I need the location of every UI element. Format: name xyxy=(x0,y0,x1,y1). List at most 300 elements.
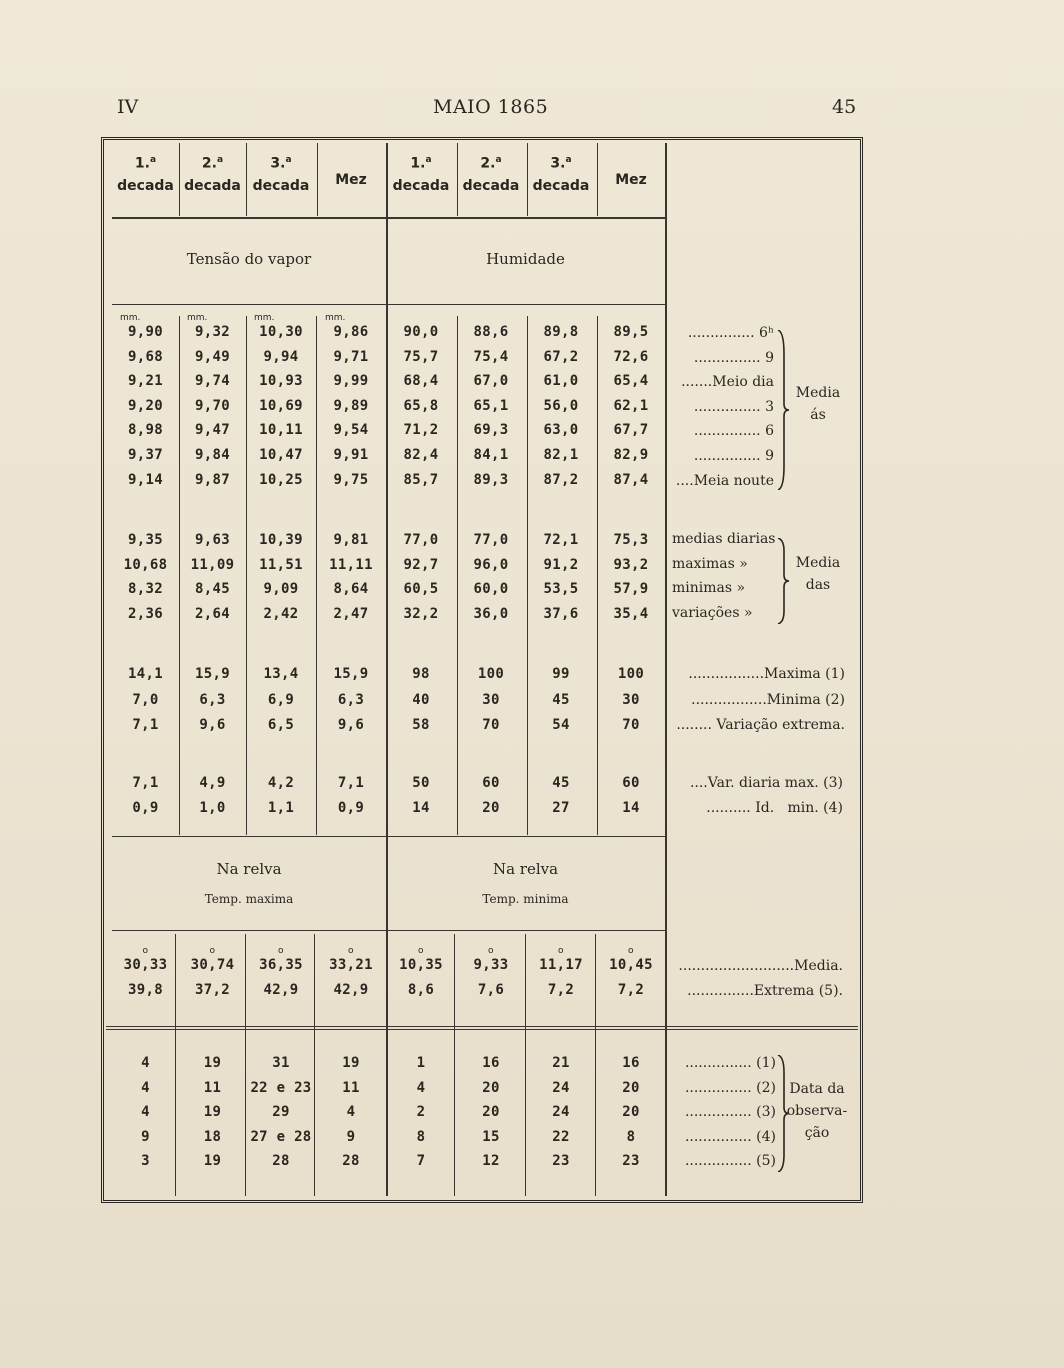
table-cell: 4 xyxy=(141,1104,150,1120)
table-cell: 50 xyxy=(412,775,430,791)
table-cell: 9,99 xyxy=(333,373,369,390)
section-subtitle-temp-maxima: Temp. maxima xyxy=(204,892,294,906)
row-label-text: 9 xyxy=(765,349,774,366)
side-label-media-das: Media das xyxy=(795,555,841,593)
table-cell: 71,2 xyxy=(403,422,439,439)
page-header xyxy=(0,96,1064,126)
table-cell: 82,4 xyxy=(403,447,439,463)
dot-leader: ............... xyxy=(684,1128,757,1145)
table-cell: 9,37 xyxy=(128,447,163,463)
ordinal-number: 3. xyxy=(550,155,566,172)
table-cell: 87,4 xyxy=(613,471,649,488)
table-cell: 1,1 xyxy=(267,800,295,816)
table-cell: 6,9 xyxy=(267,691,295,708)
table-cell: 88,6 xyxy=(473,324,509,340)
table-cell: 85,7 xyxy=(403,471,439,488)
section-subtitle-temp-minima: Temp. minima xyxy=(482,892,569,906)
unit-label: mm. xyxy=(254,313,275,323)
table-cell: 9,14 xyxy=(128,471,163,488)
table-cell: 37,6 xyxy=(543,605,579,622)
degree-mark: o xyxy=(209,946,216,956)
table-cell: 54 xyxy=(552,717,570,733)
row-label-text: Variação extrema. xyxy=(716,717,845,733)
table-cell: 22 e 23 xyxy=(250,1079,312,1096)
column-header xyxy=(179,150,246,196)
degree-mark: o xyxy=(142,946,149,956)
table-cell: 24 xyxy=(552,1079,570,1096)
table-cell: 9,90 xyxy=(128,324,163,340)
table-cell: 16 xyxy=(482,1055,500,1071)
table-cell: 36,35 xyxy=(259,957,303,973)
table-cell: 60 xyxy=(482,775,500,791)
table-cell: 28 xyxy=(272,1153,290,1169)
row-divider xyxy=(112,217,665,219)
table-cell: 18 xyxy=(203,1128,222,1145)
table-cell: 11,09 xyxy=(190,556,235,573)
row-label-text: Minima (2) xyxy=(766,691,845,708)
table-cell: 11,11 xyxy=(329,556,373,573)
table-cell: 31 xyxy=(272,1055,290,1071)
table-cell: 15,9 xyxy=(195,666,230,682)
table-cell: 9,81 xyxy=(333,532,369,548)
table-cell: 19 xyxy=(203,1153,222,1169)
column-header-word: decada xyxy=(392,177,450,194)
table-cell: 98 xyxy=(412,666,430,682)
row-label xyxy=(669,325,774,341)
table-cell: 10,45 xyxy=(609,957,653,973)
row-label xyxy=(669,1129,776,1145)
row-label: variações » xyxy=(672,604,753,621)
table-cell: 9,75 xyxy=(333,471,369,488)
degree-mark: o xyxy=(558,946,564,956)
row-label-text: (1) xyxy=(756,1055,776,1071)
ordinal-suffix: a xyxy=(216,155,224,165)
table-cell: 4 xyxy=(141,1055,150,1071)
row-label-text: Maxima (1) xyxy=(764,666,845,682)
table-cell: 27 e 28 xyxy=(250,1128,312,1145)
row-label-text: (3) xyxy=(756,1104,776,1120)
table-cell: 72,6 xyxy=(613,348,649,365)
column-header-word: decada xyxy=(184,177,241,194)
row-label xyxy=(669,717,845,733)
row-label xyxy=(669,1153,776,1169)
table-cell: 30,33 xyxy=(123,957,168,973)
table-cell: 15 xyxy=(482,1128,500,1145)
ordinal-suffix: a xyxy=(149,155,157,165)
dot-leader: ............... xyxy=(693,448,766,464)
table-cell: 1,0 xyxy=(199,800,226,816)
table-cell: 42,9 xyxy=(263,982,299,998)
table-cell: 11 xyxy=(203,1079,222,1096)
ordinal-number: 2. xyxy=(201,155,217,172)
table-cell: 7 xyxy=(416,1153,426,1169)
table-cell: 77,0 xyxy=(473,532,509,548)
column-header-ordinal xyxy=(526,150,596,174)
ordinal-suffix: a xyxy=(425,155,432,165)
table-cell: 53,5 xyxy=(543,581,579,597)
table-cell: 7,1 xyxy=(132,717,159,733)
data-table xyxy=(101,137,863,1203)
table-cell: 90,0 xyxy=(403,324,439,340)
row-label-text: Meio dia xyxy=(712,374,774,391)
row-label xyxy=(669,374,774,390)
dot-leader: ............... xyxy=(684,1055,757,1071)
table-cell: 9,70 xyxy=(195,397,230,414)
degree-mark: o xyxy=(278,946,284,956)
table-cell: 63,0 xyxy=(543,422,579,439)
table-cell: 92,7 xyxy=(403,556,439,573)
table-cell: 4 xyxy=(416,1079,426,1096)
row-label xyxy=(669,1104,776,1120)
table-cell: 40 xyxy=(412,691,430,708)
row-divider xyxy=(112,930,665,931)
ordinal-suffix: a xyxy=(565,155,572,165)
table-cell: 10,68 xyxy=(123,556,168,573)
table-cell: 27 xyxy=(552,800,570,816)
table-cell: 99 xyxy=(552,666,570,682)
ordinal-number: 1. xyxy=(410,155,426,172)
row-label xyxy=(669,350,774,366)
brace-icon xyxy=(776,538,790,624)
row-divider xyxy=(112,304,665,305)
table-cell: 89,5 xyxy=(613,324,649,340)
table-cell: 9,74 xyxy=(195,373,230,390)
table-cell: 58 xyxy=(412,717,430,733)
table-cell: 8 xyxy=(416,1128,426,1145)
row-label xyxy=(669,1055,776,1071)
row-label-text: (5) xyxy=(756,1153,776,1169)
table-cell: 89,8 xyxy=(543,324,579,340)
row-label-text: (2) xyxy=(756,1079,776,1096)
table-cell: 23 xyxy=(552,1153,570,1169)
table-cell: 84,1 xyxy=(473,447,509,463)
ordinal-number: 1. xyxy=(134,155,150,172)
ordinal-suffix: a xyxy=(285,155,292,165)
table-cell: 45 xyxy=(552,775,570,791)
table-cell: 20 xyxy=(482,1079,500,1096)
row-label-text: Id. min. (4) xyxy=(755,800,843,816)
table-cell: 22 xyxy=(552,1128,570,1145)
row-label: maximas » xyxy=(672,555,748,572)
row-label xyxy=(669,448,774,464)
table-cell: 9 xyxy=(346,1128,356,1145)
table-cell: 37,2 xyxy=(195,982,230,998)
table-cell: 9,63 xyxy=(195,532,230,548)
table-cell: 9,6 xyxy=(199,717,226,733)
table-cell: 13,4 xyxy=(263,666,299,682)
dot-leader: ................. xyxy=(691,691,767,708)
page-section-number: IV xyxy=(117,96,139,118)
table-cell: 19 xyxy=(203,1055,222,1071)
degree-mark: o xyxy=(348,946,354,956)
table-cell: 65,4 xyxy=(613,373,649,390)
table-cell: 67,7 xyxy=(613,422,649,439)
brace-icon xyxy=(776,330,790,490)
table-cell: 82,1 xyxy=(543,447,579,463)
row-label-text: Var. diaria max. (3) xyxy=(707,775,843,791)
table-cell: 75,3 xyxy=(613,532,649,548)
table-cell: 10,93 xyxy=(259,373,303,390)
row-label-text: Meia noute xyxy=(693,472,774,489)
ordinal-number: 2. xyxy=(480,155,496,172)
table-cell: 23 xyxy=(622,1153,640,1169)
row-label xyxy=(669,666,845,682)
table-cell: 10,30 xyxy=(259,324,303,340)
table-cell: 9,89 xyxy=(333,397,369,414)
unit-label: mm. xyxy=(187,313,208,323)
dot-leader: .... xyxy=(675,472,694,489)
table-cell: 100 xyxy=(477,666,505,682)
section-title-relva-min: Na relva xyxy=(492,860,559,878)
table-cell: 70 xyxy=(482,717,500,733)
table-cell: 9,86 xyxy=(333,324,369,340)
table-cell: 91,2 xyxy=(543,556,579,573)
table-cell: 9,68 xyxy=(128,348,163,365)
column-header-word: decada xyxy=(462,177,520,194)
table-cell: 67,0 xyxy=(473,373,509,390)
table-cell: 9,09 xyxy=(263,581,299,597)
dot-leader: ........ xyxy=(676,717,717,733)
dot-leader: .... xyxy=(689,775,708,791)
side-label-media-as: Media ás xyxy=(795,385,841,423)
section-title-humidade: Humidade xyxy=(486,250,565,268)
column-header xyxy=(596,170,666,190)
column-header-ordinal xyxy=(112,150,179,174)
column-header xyxy=(456,150,526,196)
table-cell: 9,71 xyxy=(333,348,369,365)
table-cell: 72,1 xyxy=(543,532,579,548)
column-header-word: decada xyxy=(117,177,174,194)
dot-leader: ............... xyxy=(684,1104,757,1120)
table-cell: 9,91 xyxy=(333,447,369,463)
table-cell: 10,35 xyxy=(399,957,443,973)
table-cell: 10,69 xyxy=(259,397,303,414)
table-cell: 9,54 xyxy=(333,422,369,439)
column-divider xyxy=(597,316,598,835)
table-cell: 7,2 xyxy=(617,982,645,998)
table-cell: 0,9 xyxy=(132,800,159,816)
row-label xyxy=(669,983,843,999)
row-label-text: 3 xyxy=(765,398,774,415)
page-title: MAIO 1865 xyxy=(433,96,549,118)
table-cell: 9,94 xyxy=(263,348,299,365)
dot-leader: ............... xyxy=(684,1153,757,1169)
column-header-word: decada xyxy=(532,177,590,194)
column-header xyxy=(526,150,596,196)
table-cell: 8,6 xyxy=(407,982,435,998)
page-number: 45 xyxy=(832,96,857,118)
table-cell: 4 xyxy=(141,1079,150,1096)
column-divider xyxy=(246,316,247,835)
table-cell: 35,4 xyxy=(613,605,649,622)
table-cell: 16 xyxy=(622,1055,640,1071)
table-cell: 75,4 xyxy=(473,348,509,365)
table-cell: 12 xyxy=(482,1153,500,1169)
column-header-ordinal xyxy=(386,150,456,174)
dot-leader: ............... xyxy=(693,423,766,440)
table-cell: 62,1 xyxy=(613,397,649,414)
table-cell: 2,42 xyxy=(263,605,299,622)
table-cell: 19 xyxy=(342,1055,360,1071)
row-label-text: (4) xyxy=(756,1128,776,1145)
table-cell: 100 xyxy=(617,666,645,682)
table-cell: 93,2 xyxy=(613,556,649,573)
degree-mark: o xyxy=(628,946,634,956)
column-header xyxy=(246,150,316,196)
table-cell: 9,49 xyxy=(195,348,230,365)
table-cell: 9,20 xyxy=(128,397,163,414)
table-cell: 9,87 xyxy=(195,471,230,488)
table-cell: 9,32 xyxy=(195,324,230,340)
table-cell: 60,0 xyxy=(473,581,509,597)
row-label: medias diarias xyxy=(672,531,776,547)
row-divider xyxy=(112,836,665,837)
degree-mark: o xyxy=(418,946,424,956)
table-cell: 9,21 xyxy=(128,373,163,390)
table-cell: 30,74 xyxy=(190,957,235,973)
table-cell: 20 xyxy=(622,1104,640,1120)
table-cell: 39,8 xyxy=(128,982,163,998)
unit-label: mm. xyxy=(120,313,141,323)
table-cell: 10,47 xyxy=(259,447,303,463)
table-cell: 42,9 xyxy=(333,982,369,998)
table-cell: 19 xyxy=(203,1104,222,1120)
table-cell: 60 xyxy=(622,775,640,791)
table-cell: 30 xyxy=(482,691,500,708)
row-label-text: Extrema (5). xyxy=(753,983,843,999)
row-label xyxy=(669,800,843,816)
table-cell: 10,25 xyxy=(259,471,303,488)
row-label xyxy=(669,775,843,791)
table-cell: 8,98 xyxy=(128,422,163,439)
table-cell: 14 xyxy=(412,800,430,816)
table-cell: 11,51 xyxy=(259,556,303,573)
table-cell: 20 xyxy=(622,1079,640,1096)
table-cell: 21 xyxy=(552,1055,570,1071)
row-label-text: 6ʰ xyxy=(759,325,774,341)
table-cell: 4,9 xyxy=(199,775,226,791)
table-cell: 2 xyxy=(416,1104,426,1120)
column-divider xyxy=(527,316,528,835)
column-header-ordinal xyxy=(456,150,526,174)
side-label-data-observacao: Data da observa- ção xyxy=(786,1081,848,1141)
table-cell: 75,7 xyxy=(403,348,439,365)
row-divider xyxy=(106,1026,858,1030)
table-cell: 82,9 xyxy=(613,447,649,463)
row-label-text: 9 xyxy=(765,448,774,464)
unit-label: mm. xyxy=(325,313,346,323)
table-cell: 67,2 xyxy=(543,348,579,365)
table-cell: 36,0 xyxy=(473,605,509,622)
row-label: minimas » xyxy=(672,580,746,596)
table-cell: 29 xyxy=(272,1104,290,1120)
table-cell: 8,64 xyxy=(333,581,369,597)
table-cell: 6,3 xyxy=(337,691,365,708)
table-cell: 57,9 xyxy=(613,581,649,597)
table-cell: 7,0 xyxy=(132,691,159,708)
table-cell: 61,0 xyxy=(543,373,579,390)
column-header xyxy=(112,150,179,196)
column-header-ordinal xyxy=(246,150,316,174)
column-header xyxy=(316,170,386,190)
table-cell: 70 xyxy=(622,717,640,733)
ordinal-suffix: a xyxy=(495,155,502,165)
dot-leader: ............... xyxy=(684,1079,757,1096)
row-label xyxy=(669,423,774,439)
table-cell: 33,21 xyxy=(329,957,373,973)
ordinal-number: 3. xyxy=(270,155,286,172)
table-cell: 7,1 xyxy=(337,775,365,791)
dot-leader: ............... xyxy=(687,325,760,341)
table-cell: 10,39 xyxy=(259,532,303,548)
row-label-text: 6 xyxy=(765,423,774,440)
table-cell: 0,9 xyxy=(337,800,365,816)
section-title-relva-max: Na relva xyxy=(216,860,282,878)
table-cell: 4 xyxy=(346,1104,356,1120)
table-cell: 6,3 xyxy=(199,691,226,708)
dot-leader: ............... xyxy=(687,983,754,999)
column-header-label: Mez xyxy=(335,172,367,188)
column-divider xyxy=(179,316,180,835)
dot-leader: ............... xyxy=(693,349,766,366)
table-cell: 6,5 xyxy=(267,717,295,733)
table-cell: 20 xyxy=(482,800,500,816)
row-label xyxy=(669,958,843,974)
column-header xyxy=(386,150,456,196)
column-header-label: Mez xyxy=(615,172,647,188)
table-cell: 28 xyxy=(342,1153,360,1169)
dot-leader: ............... xyxy=(693,398,766,415)
table-cell: 4,2 xyxy=(267,775,295,791)
table-cell: 9 xyxy=(141,1128,150,1145)
degree-mark: o xyxy=(488,946,494,956)
table-cell: 9,47 xyxy=(195,422,230,439)
column-divider xyxy=(457,316,458,835)
table-cell: 32,2 xyxy=(403,605,439,622)
section-title-vapor: Tensão do vapor xyxy=(186,250,312,268)
table-cell: 3 xyxy=(141,1153,150,1169)
table-cell: 11 xyxy=(342,1079,360,1096)
table-cell: 14 xyxy=(622,800,640,816)
table-cell: 8,45 xyxy=(195,581,230,597)
table-cell: 1 xyxy=(416,1055,426,1071)
table-cell: 9,35 xyxy=(128,532,163,548)
table-cell: 2,47 xyxy=(333,605,369,622)
column-header-word: decada xyxy=(252,177,310,194)
table-cell: 9,33 xyxy=(473,957,509,973)
dot-leader: .......... xyxy=(706,800,756,816)
table-cell: 8,32 xyxy=(128,581,163,597)
table-cell: 10,11 xyxy=(259,422,303,439)
table-cell: 68,4 xyxy=(403,373,439,390)
table-cell: 14,1 xyxy=(128,666,163,682)
table-cell: 24 xyxy=(552,1104,570,1120)
row-label xyxy=(669,1080,776,1096)
table-cell: 11,17 xyxy=(539,957,583,973)
table-cell: 7,1 xyxy=(132,775,159,791)
table-cell: 96,0 xyxy=(473,556,509,573)
table-cell: 9,84 xyxy=(195,447,230,463)
row-label-text: Media. xyxy=(794,958,843,974)
table-cell: 7,6 xyxy=(477,982,505,998)
table-cell: 30 xyxy=(622,691,640,708)
table-cell: 89,3 xyxy=(473,471,509,488)
dot-leader: .......................... xyxy=(678,958,795,974)
row-label xyxy=(669,473,774,489)
dot-leader: ....... xyxy=(681,374,713,391)
table-cell: 69,3 xyxy=(473,422,509,439)
table-cell: 77,0 xyxy=(403,532,439,548)
